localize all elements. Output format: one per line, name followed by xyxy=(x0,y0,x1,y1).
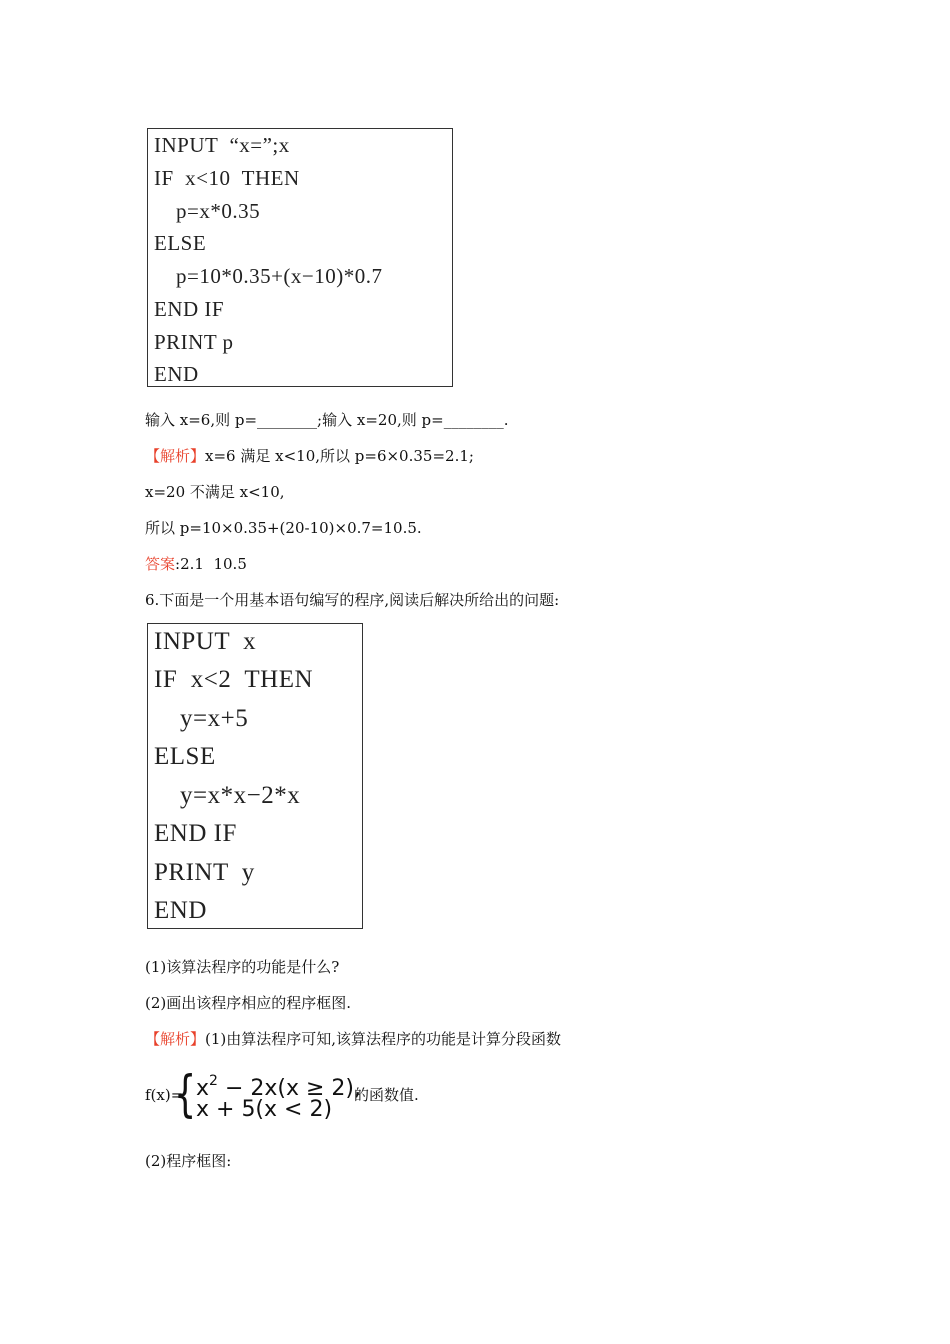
code-line: y=x+5 xyxy=(180,705,249,732)
function-prefix: f(x)= xyxy=(145,1086,184,1104)
program-code-box-2 xyxy=(147,623,363,929)
question-prompt: 输入 x=6,则 p=________;输入 x=20,则 p=________. xyxy=(145,411,509,429)
analysis-text: x=6 满足 x<10,所以 p=6×0.35=2.1; xyxy=(205,447,474,465)
piecewise-case-2: x + 5(x < 2) xyxy=(196,1097,333,1122)
program-code-box-1 xyxy=(147,128,453,387)
code-line: INPUT x xyxy=(154,628,257,655)
analysis-label: 【解析】 xyxy=(145,1030,206,1048)
code-line: PRINT p xyxy=(154,330,234,354)
question-title: 6.下面是一个用基本语句编写的程序,阅读后解决所给出的问题: xyxy=(145,591,560,609)
sub-answer-2: (2)程序框图: xyxy=(145,1152,232,1170)
code-line: INPUT “x=”;x xyxy=(154,133,290,157)
code-line: PRINT y xyxy=(154,859,255,886)
code-line: END IF xyxy=(154,297,225,321)
analysis-paragraph xyxy=(145,1029,561,1049)
analysis-paragraph xyxy=(145,446,474,466)
analysis-text: x=20 不满足 x<10, xyxy=(145,483,285,501)
code-line: END IF xyxy=(154,820,237,847)
code-line: p=x*0.35 xyxy=(176,199,261,223)
code-line: y=x*x−2*x xyxy=(180,782,301,809)
answer-line xyxy=(145,554,247,574)
analysis-label: 【解析】 xyxy=(145,447,206,465)
sub-question-1: (1)该算法程序的功能是什么? xyxy=(145,958,340,976)
left-brace: { xyxy=(174,1065,197,1123)
sub-question-2: (2)画出该程序相应的程序框图. xyxy=(145,994,352,1012)
code-line: IF x<10 THEN xyxy=(154,166,300,190)
code-line: ELSE xyxy=(154,231,207,255)
code-line: p=10*0.35+(x−10)*0.7 xyxy=(176,264,383,288)
code-line: END xyxy=(154,362,199,386)
analysis-text: 所以 p=10×0.35+(20-10)×0.7=10.5. xyxy=(145,519,422,537)
answer-label: 答案 xyxy=(145,555,176,573)
code-line: ELSE xyxy=(154,743,216,770)
answer-text: :2.1 10.5 xyxy=(175,555,247,573)
code-line: IF x<2 THEN xyxy=(154,666,314,693)
analysis-text: (1)由算法程序可知,该算法程序的功能是计算分段函数 xyxy=(205,1030,562,1048)
piecewise-case-1: $x^2 - 2x(x \ge 2)$, xyxy=(196,1073,361,1101)
code-line: END xyxy=(154,897,207,924)
function-suffix: 的函数值. xyxy=(354,1086,419,1104)
